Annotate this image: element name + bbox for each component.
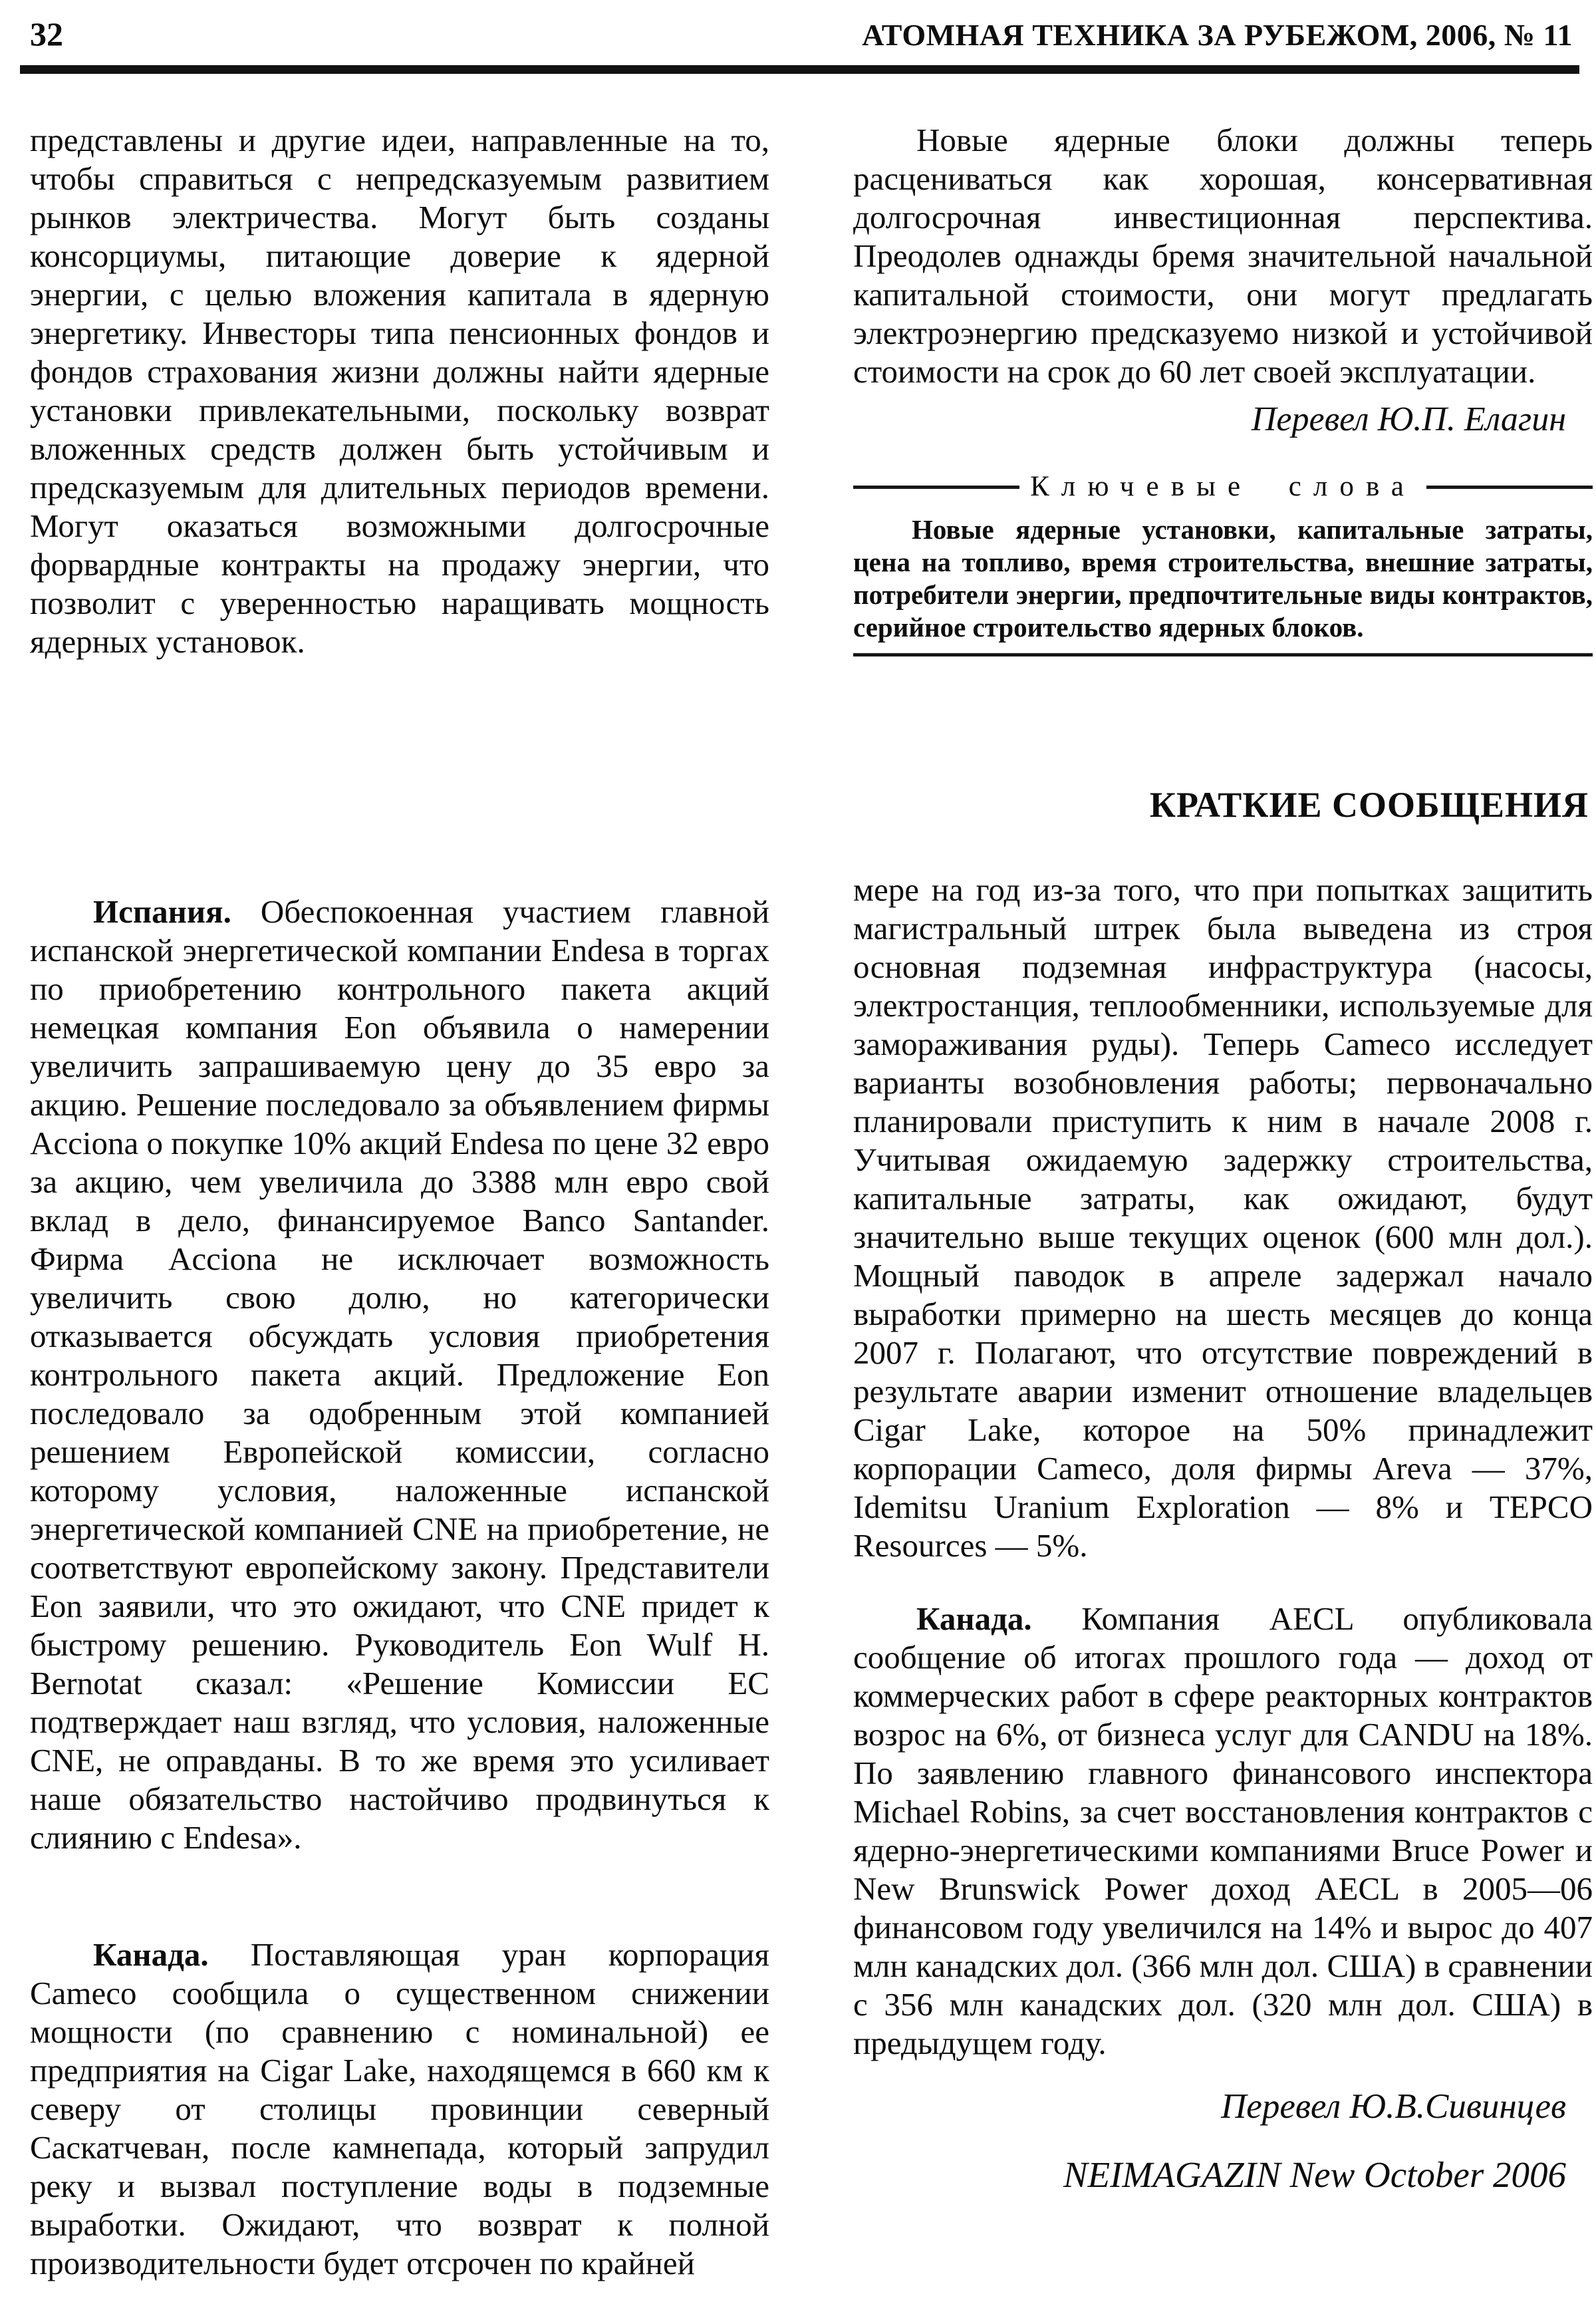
right-column <box>853 121 1593 2196</box>
paragraph-canada-aecl-text: Компания AECL опубликовала сообщение об итогах прошлого года — доход от коммерческих работ в сфере реакторных контрактов возрос на 6%, от бизнеса услуг для CANDU на 18%. По заявлению главного финансового инспектора Michael Robins, за счет восстановления контрактов с ядерно-энергетическими компаниями Bruce Power и New Brunswick Power доход AECL в 2005—06 финансовом году увеличился на 14% и вырос до 407 млн канадских дол. (366 млн дол. США) в сравнении с 356 млн канадских дол. (320 млн дол. США) в предыдущем году. <box>853 1600 1593 2061</box>
paragraph-continuation: представлены и другие идеи, направленные на то, чтобы справиться с непредсказуемым развитием рынков электричества. Могут быть созданы консорциумы, питающие доверие к ядерной энергии, с целью вложения капитала в ядерную энергетику. Инвесторы типа пенсионных фондов и фондов страхования жизни должны найти ядерные установки привлекательными, поскольку возврат вложенных средств должен быть устойчивым и предсказуемым для длительных периодов времени. Могут оказаться возможными долгосрочные форвардные контракты на продажу энергии, что позволит с уверенностью наращивать мощность ядерных установок. <box>30 122 769 660</box>
left-column <box>30 121 769 2283</box>
page-header <box>30 15 1573 55</box>
paragraph-spain-text: Обеспокоенная участием главной испанской энергетической компании Endesa в торгах по приобретению контрольного пакета акций немецкая компания Eon объявила о намерении увеличить запрашиваемую цену до 35 евро за акцию. Решение последовало за объявлением фирмы Acciona о покупке 10% акций Endesa по цене 32 евро за акцию, чем увеличила до 3388 млн евро свой вклад в дело, финансируемое Banco Santander. Фирма Acciona не исключает возможность увеличить свою долю, но категорически отказывается обсуждать условия приобретения контрольного пакета акций. Предложение Eon последовало за одобренным этой компанией решением Европейской комиссии, согласно которому условия, наложенные испанской энергетической компанией CNE на приобретение, не соответствуют европейскому закону. Представители Eon заявили, что это ожидают, что CNE придет к быстрому решению. Руководитель Eon Wulf H. Bernotat сказал: «Решение Комиссии ЕС подтверждает наш взгляд, что условия, наложенные CNE, не оправданы. В то же время это усиливает наше обязательство настойчиво продвинуться к слиянию с Endesa». <box>30 893 769 1856</box>
section-heading-brief-reports: КРАТКИЕ СООБЩЕНИЯ <box>1149 785 1589 825</box>
paragraph-canada-cameco <box>30 1936 769 2283</box>
keywords-heading: Ключевые слова <box>1030 471 1416 502</box>
paragraph-spain-lead: Испания. <box>93 893 231 930</box>
keywords-heading-row <box>853 470 1593 504</box>
page-number: 32 <box>30 15 63 53</box>
journal-title: АТОМНАЯ ТЕХНИКА ЗА РУБЕЖОМ, 2006, № 11 <box>862 18 1573 52</box>
paragraph-spain <box>30 893 769 1857</box>
paragraph-canada-aecl-lead: Канада. <box>916 1600 1032 1637</box>
keywords-rule-right <box>1426 486 1593 489</box>
paragraph-canada-aecl <box>853 1600 1593 2063</box>
paragraph-canada-cameco-lead: Канада. <box>93 1936 209 1973</box>
paragraph-cameco-continuation: мере на год из-за того, что при попытках защитить магистральный штрек была выведена из строя основная подземная инфраструктура (насосы, электростанция, теплообменники, используемые для замораживания руды). Теперь Cameco исследует варианты возобновления работы; первоначально планировали приступить к ним в начале 2008 г. Учитывая ожидаемую задержку строительства, капитальные затраты, как ожидают, будут значительно выше текущих оценок (600 млн дол.). Мощный паводок в апреле задержал начало выработки примерно на шесть месяцев до конца 2007 г. Полагают, что отсутствие повреждений в результате аварии изменит отношение владельцев Cigar Lake, которое на 50% принадлежит корпорации Cameco, доля фирмы Areva — 37%, Idemitsu Uranium Exploration — 8% и TEPCO Resources — 5%. <box>853 871 1593 1564</box>
paragraph-new-units: Новые ядерные блоки должны теперь расцениваться как хорошая, консервативная долгосрочная инвестиционная перспектива. Преодолев однажды бремя значительной начальной капитальной стоимости, они могут предлагать электроэнергию предсказуемо низкой и устойчивой стоимости на срок до 60 лет своей эксплуатации. <box>853 122 1593 390</box>
translator-signature-1: Перевел Ю.П. Елагин <box>1251 400 1566 438</box>
keywords-bottom-rule <box>853 653 1593 656</box>
header-rule <box>20 65 1579 74</box>
source-citation: NEIMAGAZIN New October 2006 <box>1063 2154 1566 2195</box>
keywords-text: Новые ядерные установки, капитальные затраты, цена на топливо, время строительства, внешние затраты, потребители энергии, предпочтительные виды контрактов, серийное строительство ядерных блоков. <box>853 514 1593 643</box>
keywords-rule-left <box>853 486 1019 489</box>
paragraph-canada-cameco-text: Поставляющая уран корпорация Cameco сообщила о существенном снижении мощности (по сравнению с номинальной) ее предприятия на Cigar Lake, находящемся в 660 км к северу от столицы провинции северный Саскатчеван, после камнепада, который запрудил реку и вызвал поступление воды в подземные выработки. Ожидают, что возврат к полной производительности будет отсрочен по крайней <box>30 1936 769 2281</box>
translator-signature-2: Перевел Ю.В.Сивинцев <box>1221 2087 1566 2126</box>
